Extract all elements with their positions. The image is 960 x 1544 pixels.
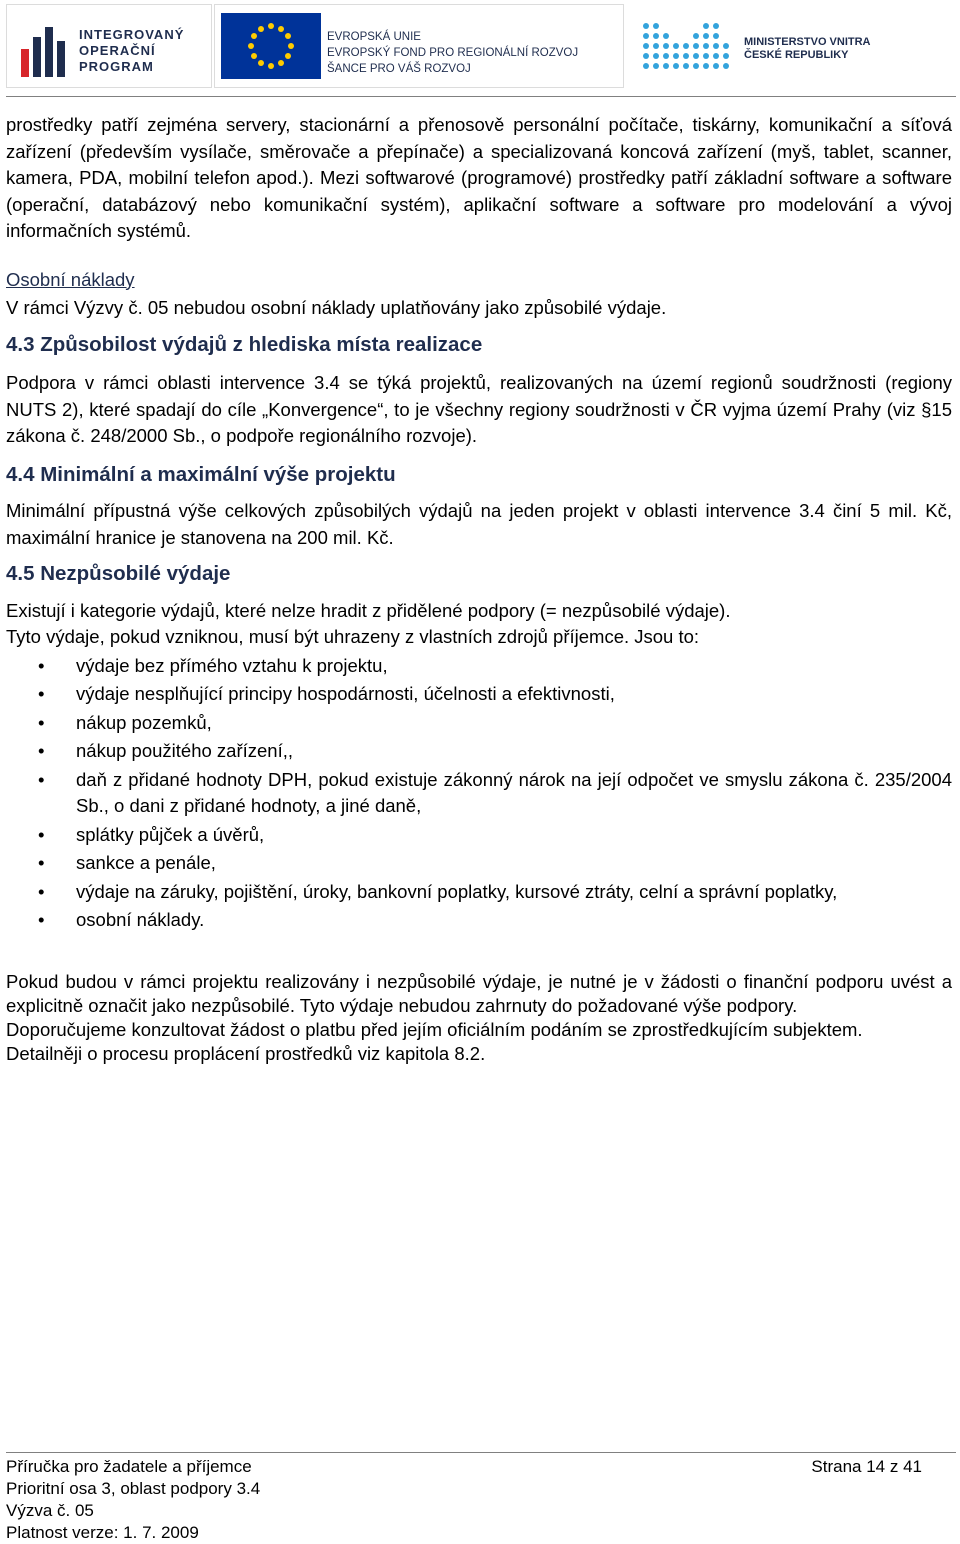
section-4-3-text: Podpora v rámci oblasti intervence 3.4 se týká projektů, realizovaných na území regionů soudržnosti (regiony NUTS 2), které spadají do cíle „Konvergence“, to je všechny regiony soudržnosti v ČR vyjma území Prahy (viz §15 zákona č. 248/2000 Sb., o podpoře regionálního rozvoje). — [6, 372, 952, 446]
eu-logo-line-3: ŠANCE PRO VÁŠ ROZVOJ — [327, 63, 471, 75]
page-header — [0, 0, 960, 96]
section-4-5-paragraph-1: Existují i kategorie výdajů, které nelze hradit z přidělené podpory (= nezpůsobilé výdaje). — [6, 599, 731, 621]
document-body — [6, 112, 952, 1066]
section-4-5-title: 4.5 Nezpůsobilé výdaje — [6, 562, 231, 585]
page-number: Strana 14 z 41 — [811, 1457, 922, 1476]
closing-paragraph-3: Detailněji o procesu proplácení prostředků viz kapitola 8.2. — [6, 1042, 486, 1064]
list-item: • nákup pozemků, — [6, 710, 952, 737]
personal-costs-text: V rámci Výzvy č. 05 nebudou osobní náklady uplatňovány jako způsobilé výdaje. — [6, 297, 667, 318]
iop-logo-line-3: PROGRAM — [79, 59, 154, 74]
section-4-5-paragraph-2: Tyto výdaje, pokud vzniknou, musí být uhrazeny z vlastních zdrojů příjemce. Jsou to: — [6, 626, 700, 647]
header-divider — [6, 96, 956, 97]
list-item: • daň z přidané hodnoty DPH, pokud existuje zákonný nárok na její odpočet ve smyslu zákona č. 235/2004 Sb., o dani z přidané hodnoty, a jiné daně, — [6, 767, 952, 820]
closing-paragraph-1: Pokud budou v rámci projektu realizovány i nezpůsobilé výdaje, je nutné je v žádosti o finanční podporu uvést a explicitně označit jako nezpůsobilé. Tyto výdaje nebudou zahrnuty do požadované výše podpory. — [6, 970, 952, 1016]
iop-logo-mark — [21, 27, 71, 77]
list-item: • splátky půjček a úvěrů, — [6, 822, 952, 849]
list-item: • výdaje na záruky, pojištění, úroky, bankovní poplatky, kursové ztráty, celní a správní poplatky, — [6, 879, 952, 906]
ministry-logo-mark — [640, 16, 732, 76]
list-item: • výdaje nesplňující principy hospodárnosti, účelnosti a efektivnosti, — [6, 681, 952, 708]
list-item: • osobní náklady. — [6, 907, 952, 934]
eu-logo-line-1: EVROPSKÁ UNIE — [327, 31, 421, 43]
page-footer — [6, 1456, 956, 1544]
section-4-4-text: Minimální přípustná výše celkových způsobilých výdajů na jeden projekt v oblasti intervence 3.4 činí 5 mil. Kč, maximální hranice je stanovena na 200 mil. Kč. — [6, 500, 952, 548]
list-item: • nákup použitého zařízení,, — [6, 738, 952, 765]
closing-paragraph-2: Doporučujeme konzultovat žádost o platbu před jejím oficiálním podáním se zprostředkujícím subjektem. — [6, 1018, 863, 1040]
iop-logo-line-1: INTEGROVANÝ — [79, 27, 185, 42]
list-item: • výdaje bez přímého vztahu k projektu, — [6, 653, 952, 680]
ministry-logo-line-2: ČESKÉ REPUBLIKY — [744, 49, 849, 61]
footer-call-number: Výzva č. 05 — [6, 1501, 94, 1520]
footer-document-title: Příručka pro žadatele a příjemce — [6, 1457, 252, 1476]
personal-costs-heading: Osobní náklady — [6, 268, 135, 290]
section-4-3-title: 4.3 Způsobilost výdajů z hlediska místa realizace — [6, 332, 483, 356]
footer-divider — [6, 1452, 956, 1453]
footer-version-date: Platnost verze: 1. 7. 2009 — [6, 1523, 199, 1542]
section-4-4-title: 4.4 Minimální a maximální výše projektu — [6, 462, 396, 486]
ministry-logo — [636, 4, 886, 88]
eu-logo — [214, 4, 624, 88]
ineligible-expenses-list — [6, 653, 952, 934]
intro-paragraph: prostředky patří zejména servery, stacionární a přenosově personální počítače, tiskárny, komunikační a síťová zařízení (především vysílače, směrovače a přepínače) a specializovaná koncová zařízení (myš, tablet, scanner, kamera, PDA, mobilní telefon apod.). Mezi softwarové (programové) prostředky patří základní software a software (operační, databázový nebo komunikační systém), aplikační software a software pro modelování a vývoj informačních systémů. — [6, 114, 952, 241]
eu-logo-line-2: EVROPSKÝ FOND PRO REGIONÁLNÍ ROZVOJ — [327, 47, 579, 59]
ministry-logo-line-1: MINISTERSTVO VNITRA — [744, 36, 871, 48]
footer-priority-axis: Prioritní osa 3, oblast podpory 3.4 — [6, 1479, 261, 1498]
iop-logo — [6, 4, 212, 88]
iop-logo-line-2: OPERAČNÍ — [79, 43, 156, 58]
list-item: • sankce a penále, — [6, 850, 952, 877]
eu-flag-icon — [221, 13, 321, 79]
